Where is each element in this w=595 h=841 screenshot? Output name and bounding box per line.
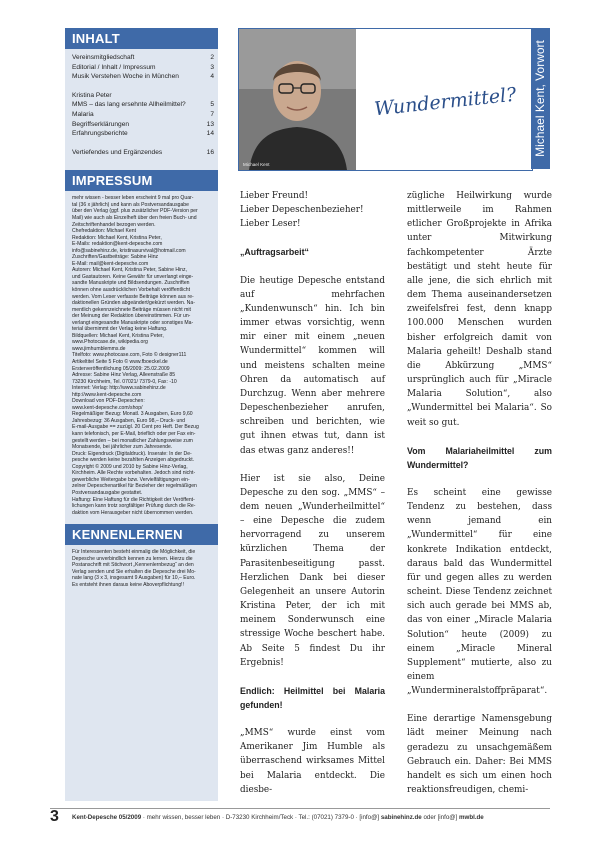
article-paragraph: „MMS“ wurde einst vom Amerikaner Jim Humble als überraschend wirksames Mittel bei Malaria entdeckt. Die diesbe- [240, 728, 385, 795]
impressum-line: Artikeltitel Seite 5 Foto © www.fboeckel.de [72, 359, 168, 366]
impressum-line: E-Mails: redaktion@kent-depesche.com [72, 241, 163, 248]
kennenlernen-line: nate lang (3 x 3, insgesamt 9 Ausgaben) für 10,– Euro. [72, 575, 196, 582]
impressum-line: können ohne ausdrücklichen Vorbehalt veröffentlicht [72, 287, 190, 293]
article-subheading: Endlich: Heilmittel bei Malaria gefunden! [240, 685, 385, 710]
kennenlernen-line: Verlag senden und Sie erhalten die Depesche drei Mo- [72, 568, 196, 575]
toc-page: 2 [210, 54, 214, 61]
impressum-line: www.jimhumblemms.de [72, 345, 126, 352]
toc-page: 5 [210, 101, 214, 109]
impressum-line: über den Verlag (ggf. plus zusätzlicher PDF-Version per [72, 208, 198, 215]
article-paragraph: Die heutige Depesche entstand auf mehrfachen „Kundenwunsch“ hin. Ich bin immer etwas vorsichtig, wenn mir einer mit einem „neuen Wundermittel“ kommen will und meistens schalten meine Ohren da automatisch auf Durchzug. Wenn aber mehrere Depeschenbezieher anrufen, schreiben und berichten, wie gut ihnen etwas tut, dann ist das etwas ganz anderes!! [240, 275, 385, 456]
toc-item [72, 120, 214, 130]
impressum-line: E-Mail: mail@kent-depesche.com [72, 260, 149, 267]
table-of-contents [65, 49, 218, 170]
article-paragraph: Lieber Freund! [240, 191, 309, 201]
toc-page: 16 [206, 148, 214, 156]
impressum-line: gewerbliche Weitergabe bzw. Vervielfältigungen ein- [72, 476, 190, 483]
impressum-line: Chefredaktion: Michael Kent [72, 228, 136, 235]
impressum-heading: IMPRESSUM [65, 170, 218, 191]
article-paragraph: Lieber Depeschenbezieher! [240, 205, 364, 216]
impressum-line: terial übernimmt der Verlag keine Haftung. [72, 326, 168, 333]
sidebar [65, 28, 218, 801]
impressum-line: www.kent-depesche.com/shop/ [72, 404, 143, 411]
toc-item [72, 72, 214, 82]
footer-text: Kent-Depesche 05/2009 · mehr wissen, besser leben · D-73230 Kirchheim/Teck · Tel.: (07021) 7379-0 · [info@] sabinehinz.de oder [info@] mwbl.de [72, 813, 484, 821]
headline: Wundermittel? [373, 83, 518, 121]
toc-label: Vertiefendes und Ergänzendes [72, 148, 163, 156]
impressum-line: Ersterveröffentlichung 05/2009: 25.02.2009 [72, 365, 170, 372]
toc-page: 13 [206, 120, 214, 128]
toc-label: Erfahrungsberichte [72, 130, 128, 138]
impressum-line: Jahresbezug: 36 Ausgaben, Euro 98,– Druck- und [72, 417, 185, 424]
page-footer [50, 808, 550, 825]
impressum-line: Zuschriften/Gastbeiträge: Sabine Hinz [72, 254, 159, 261]
kennenlernen-line: Für Interessenten besteht einmalig die Möglichkeit, die [72, 549, 196, 556]
impressum-line: Postversandausgabe gestattet. [72, 489, 143, 496]
toc-label: Malaria [72, 110, 94, 118]
toc-page: 14 [206, 130, 214, 138]
kennenlernen-line: Es entsteht ihnen daraus keine Aboverpflichtung!! [72, 581, 184, 588]
impressum-line: kann telefonisch, per E-Mail, brieflich oder per Fax ein- [72, 431, 196, 438]
impressum-line: http://www.kent-depesche.com [72, 391, 142, 398]
impressum-line: gestellt werden – bei monatlicher Zahlungsweise zum [72, 437, 193, 444]
toc-label: Begriffserklärungen [72, 120, 130, 128]
impressum-line: sandte Manuskripte und Bildsendungen. Zuschriften [72, 280, 190, 287]
kennenlernen-line: Depesche unverbindlich kennen zu lernen. Hierzu die [72, 555, 193, 562]
toc-page: 7 [210, 110, 214, 118]
article-subheading: Vom Malariaheilmittel zum Wundermittel? [407, 445, 552, 470]
article-paragraph: Eine derartige Namensgebung lädt meiner Meinung nach geradezu zu unsachgemäßem Gebrauch ein. Daher: Bei MMS handelt es sich um einen hoch reaktionsfreudigen, chemi- [407, 714, 552, 796]
impressum-line: Haftung: Eine Haftung für die Richtigkeit der Veröffent- [72, 496, 195, 503]
impressum-line: Internet: Verlag: http://www.sabinehinz.de [72, 385, 166, 392]
impressum-line: Kirchheim. Alle Rechte vorbehalten. Jedoch sind nicht- [72, 470, 196, 477]
author-photo [239, 29, 356, 170]
header-box [238, 28, 533, 171]
toc-author: Kristina Peter [72, 91, 112, 99]
kennenlernen-line: Postanschrift mit Stichwort „Kennenlernbezug“ an den [72, 562, 194, 569]
toc-page: 3 [210, 63, 214, 71]
impressum-line: daktion vom Herausgeber nicht übernommen werden. [72, 509, 194, 516]
page-number: 3 [50, 808, 59, 825]
kennenlernen-heading: KENNENLERNEN [65, 524, 218, 545]
portrait-image [239, 29, 356, 170]
impressum-line: Download von PDF-Depeschen: [72, 398, 145, 405]
impressum-line: Druck: Eigendruck (Digitaldruck). Inserate: In der De- [72, 450, 192, 457]
impressum-line: pesche werden keine bezahlten Anzeigen abgedruckt. [72, 457, 195, 464]
kennenlernen-text [65, 545, 218, 588]
article-paragraph: Es scheint eine gewisse Tendenz zu bestehen, dass wenn jemand ein „Wundermittel“ für eine konkrete Indikation entdeckt, daraus bald das Wundermittel für und gegen alles zu werden scheint. Diese Tendenz zeichnet sich auch gerade bei MMS ab, das von einer „Miracle Malaria Solution“ heute (2009) zu einem „Miracle Mineral Supplement“ mutierte, also zu einem „Wundermineralstoffpräparat“. [407, 487, 552, 697]
impressum-line: Bildquellen: Michael Kent, Kristina Peter, [72, 332, 164, 339]
impressum-line: 73230 Kirchheim, Tel. 07021/ 7379-0, Fax: -10 [72, 378, 177, 385]
impressum-line: Regelmäßiger Bezug: Monatl. 3 Ausgaben, Euro 9,60 [72, 411, 193, 418]
article-column-1 [240, 189, 385, 811]
impressum-line: Monatsende, bei jährlicher zum Jahresende. [72, 444, 173, 451]
toc-item [72, 53, 214, 63]
impressum-line: der Meinung der Redaktion übereinstimmen. Für un- [72, 313, 191, 320]
impressum-line: werden. Vom Leser verfasste Beiträge können aus re- [72, 293, 194, 300]
article-paragraph: zügliche Heilwirkung wurde mittlerweile im Rahmen etlicher Großprojekte in Afrika unter Mitwirkung fachkompetenter Ärzte bestätigt und steht heute für alle jene, die sich ehrlich mit dem Thema auseinandersetzen zweifelsfrei fest, denn knapp 100.000 Menschen wurden bisher erfolgreich damit von Malaria geheilt! Deshalb stand die Abkürzung „MMS“ ursprünglich auch für „Miracle Malaria Solution“, also „Wundermittel bei Malaria“. So weit so gut. [407, 191, 552, 428]
article-paragraph: Hier ist sie also, Deine Depesche zu den sog. „MMS“ – dem neuen „Wunderheilmittel“ – eine Depesche die zudem hervorragend zu unserem kürzlichen Thema der Parasitenbeseitigung passt. Herzlichen Dank bei dieser Gelegenheit an unsere Autorin Kristina Peter, der ich mit meinem Sonderwunsch eine stressige Woche beschert habe. Ab Seite 5 findest Du ihr Ergebnis! [240, 473, 385, 668]
impressum-line: www.Photocase.de, wikipedia.org [72, 339, 148, 346]
impressum-line: Adresse: Sabine Hinz Verlag, Alleenstraße 85 [72, 372, 176, 379]
impressum-line: Autoren: Michael Kent, Kristina Peter, Sabine Hinz, [72, 267, 187, 274]
toc-label: Vereinsmitgliedschaft [72, 54, 135, 61]
impressum-line: lichungen kann trotz sorgfältiger Prüfung durch die Re- [72, 503, 196, 510]
impressum-line: mehr wissen - besser leben erscheint 9 mal pro Quar- [72, 195, 194, 202]
toc-label: Musik Verstehen Woche in München [72, 73, 179, 81]
impressum-line: Zeitschriftenhandel bezogen werden. [72, 221, 156, 228]
impressum-line: tal (36 x jährlich) und kann als Postversandausgabe [72, 201, 189, 208]
vertical-title: Michael Kent, Vorwort [533, 40, 547, 157]
article-column-2 [407, 189, 552, 811]
toc-item [72, 129, 214, 139]
toc-page: 4 [210, 73, 214, 81]
impressum-line: info@sabinehinz.de, kristinasurvival@hotmail.com [72, 247, 186, 254]
article-subheading: „Auftragsarbeit“ [240, 247, 309, 258]
impressum-line: daktionellen Gründen abgeändert/gekürzt werden. Na- [72, 300, 195, 307]
impressum-line: mentlich gekennzeichnete Beiträge müssen nicht mit [72, 306, 191, 313]
impressum-line: Titelfoto: www.photocase.com, Foto © designer111 [72, 352, 187, 359]
toc-label: MMS – das lang ersehnte Allheilmittel? [72, 101, 186, 109]
toc-item [72, 63, 214, 73]
article-paragraph: Lieber Leser! [240, 219, 301, 230]
impressum-line: zelner Depeschenartikel für Bezieher der regelmäßigen [72, 483, 197, 490]
impressum-line: und Gastautoren. Keine Gewähr für unverlangt einge- [72, 273, 194, 280]
photo-caption: Michael Kent [243, 162, 270, 167]
toc-item [72, 100, 214, 110]
impressum-line: Copyright © 2009 und 2010 by Sabine Hinz-Verlag, [72, 463, 188, 470]
toc-item [72, 110, 214, 120]
inhalt-heading: INHALT [65, 28, 218, 49]
toc-label: Editorial / Inhalt / Impressum [72, 63, 156, 71]
impressum-line: E-mail-Ausgabe == zuzügl. 20 Cent pro Heft. Der Bezug [72, 424, 199, 431]
toc-item [72, 148, 214, 158]
impressum-text [65, 191, 218, 516]
impressum-line: Mail) wie auch als Einzelheft über den freien Buch- und [72, 214, 197, 221]
impressum-line: Redaktion: Michael Kent, Kristina Peter, [72, 234, 162, 241]
impressum-line: verlangt eingesandte Manuskripte oder sonstiges Ma- [72, 319, 194, 326]
